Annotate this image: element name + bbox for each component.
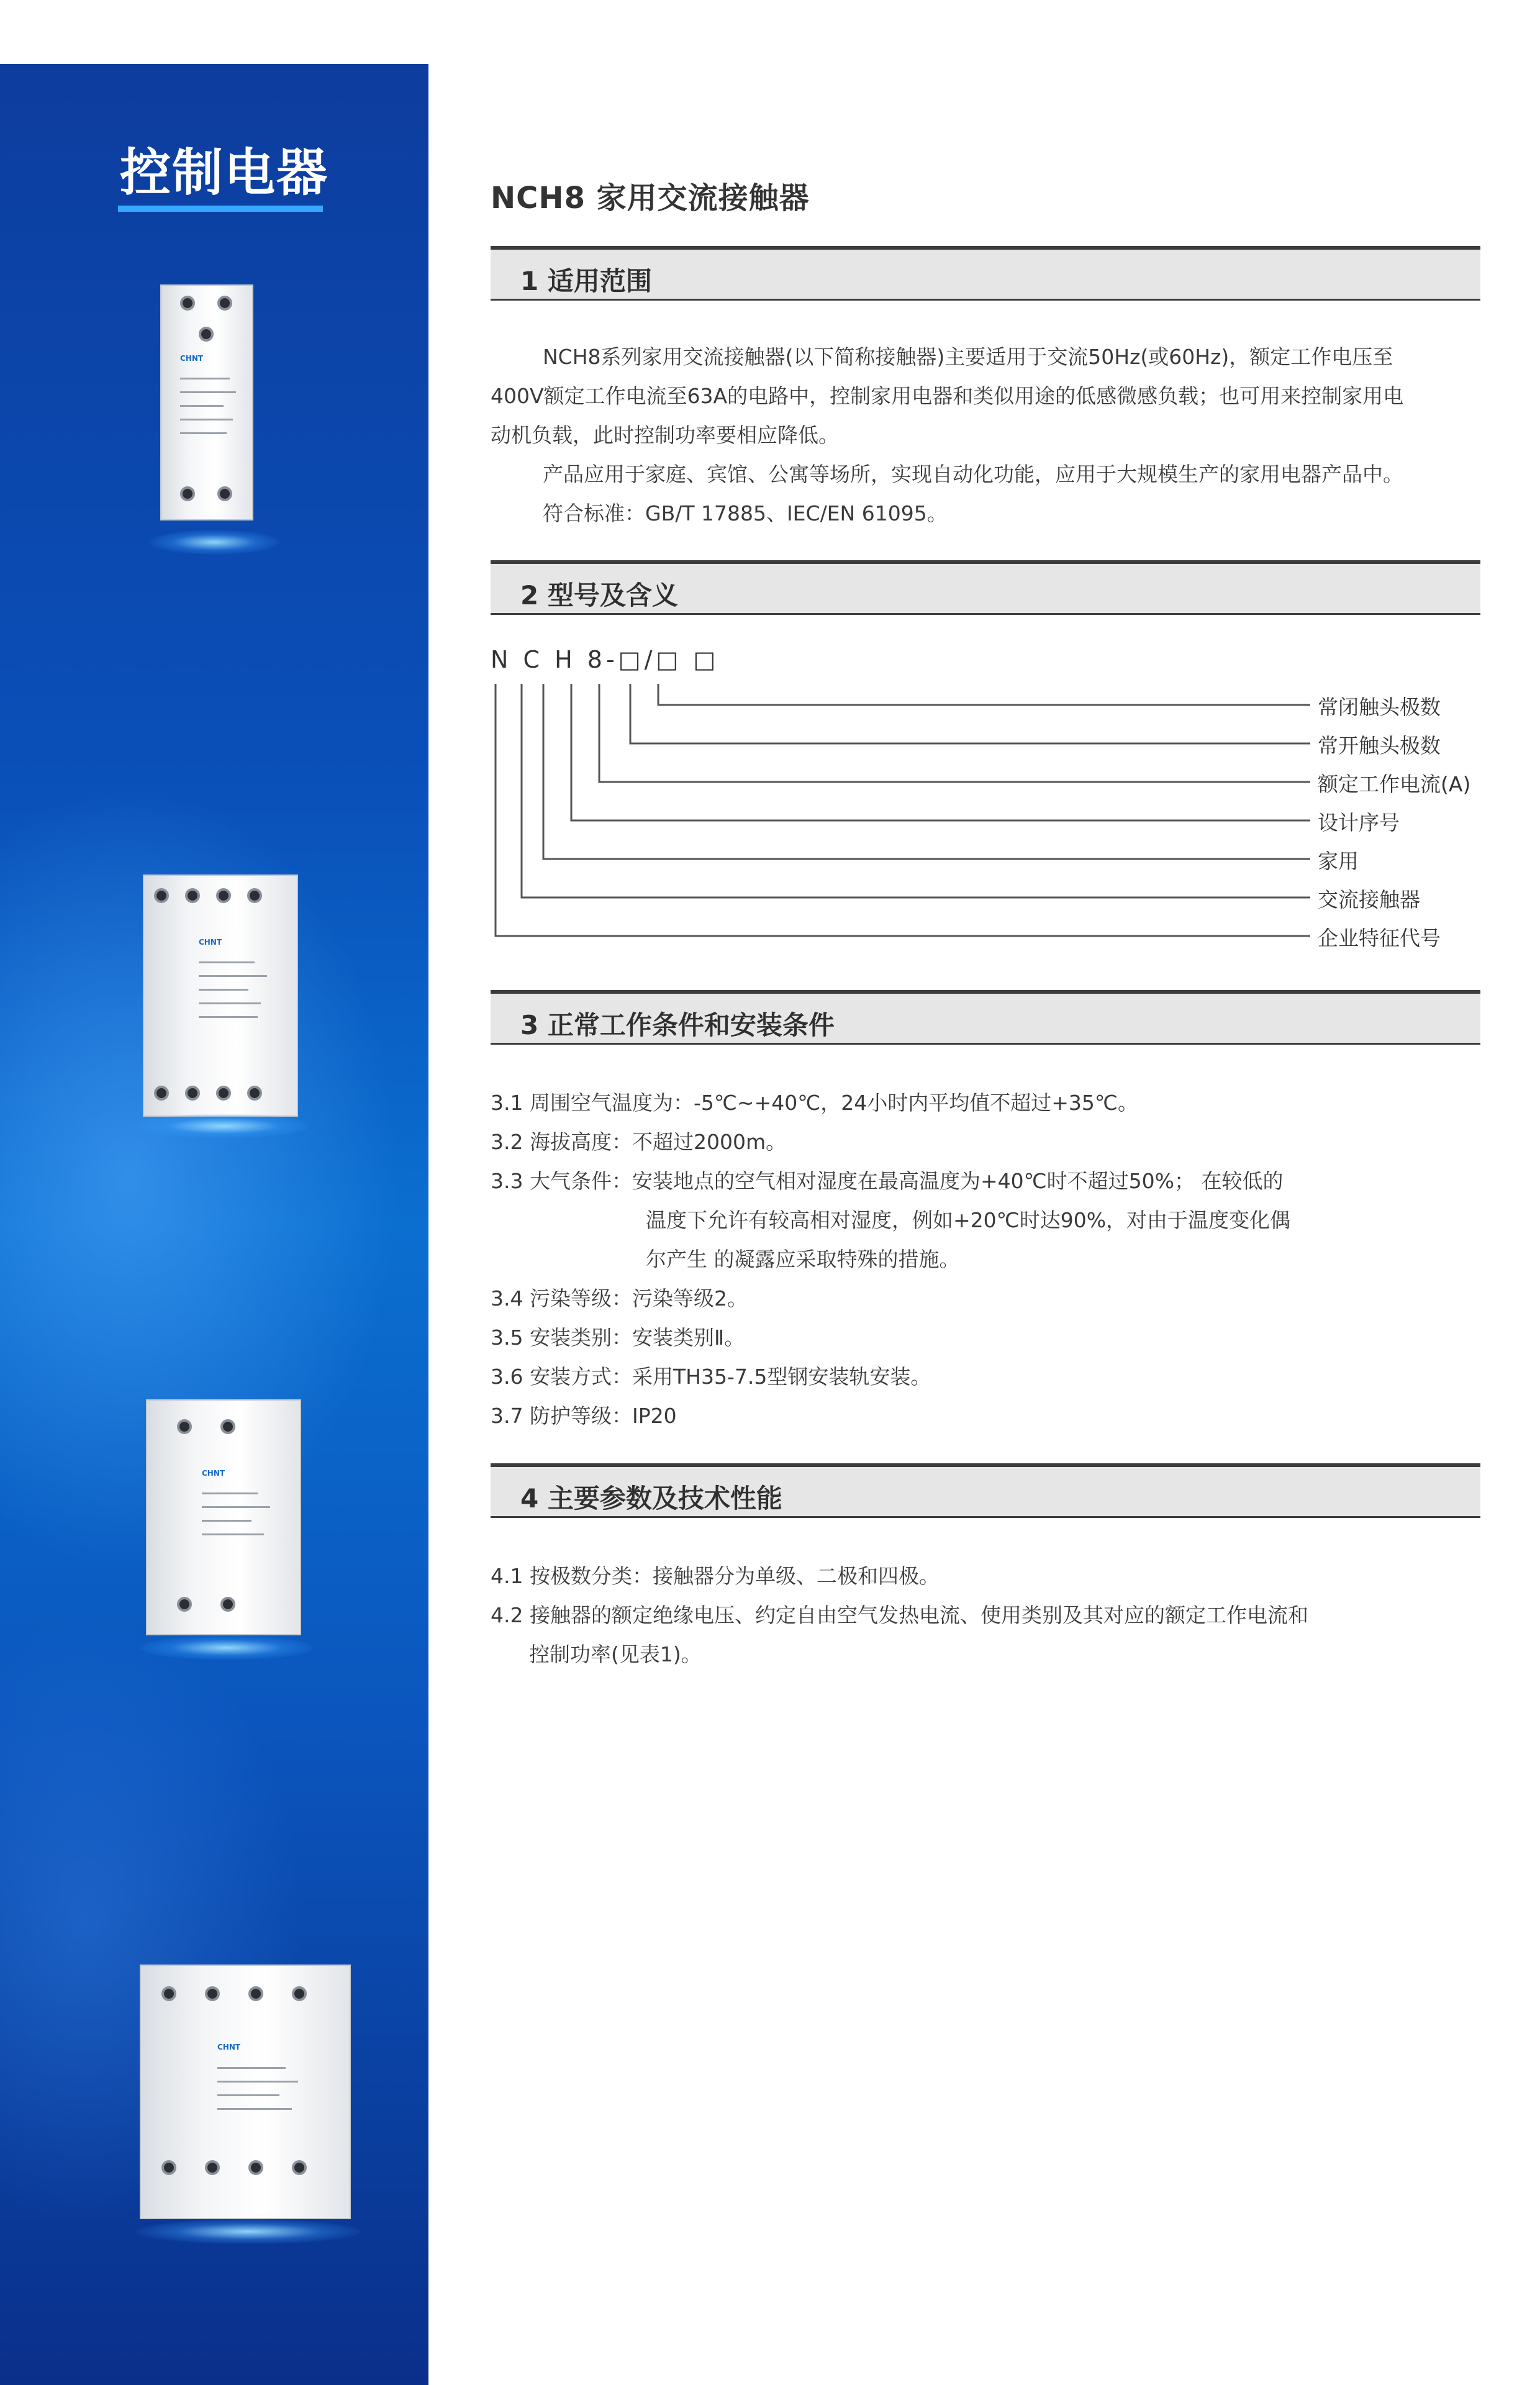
section-4-item-2-line-1: 4.2 接触器的额定绝缘电压、约定自由空气发热电流、使用类别及其对应的额定工作电流和 [491, 1603, 1308, 1627]
diagram-label-ac-contactor: 交流接触器 [1318, 888, 1420, 912]
section-3-item-3: 3.3 大气条件：安装地点的空气相对湿度在最高温度为+40℃时不超过50%； 在较低的 [491, 1169, 1284, 1193]
product-brand-4: CHNT [217, 2043, 241, 2051]
product-brand-1: CHNT [180, 354, 204, 363]
section-1-para-3: 符合标准：GB/T 17885、IEC/EN 61095。 [543, 501, 948, 525]
sidebar [0, 64, 428, 2385]
section-3-item-6: 3.6 安装方式：采用TH35-7.5型钢安装轨安装。 [491, 1365, 931, 1389]
section-4-item-1: 4.1 按极数分类：接触器分为单级、二极和四极。 [491, 1564, 940, 1588]
model-code-diagram [491, 674, 1323, 960]
document-title: NCH8 家用交流接触器 [491, 181, 810, 216]
section-1-para-1-line-2: 400V额定工作电流至63A的电路中，控制家用电器和类似用途的低感微感负载；也可用来控制家用电 [491, 384, 1404, 408]
section-3-item-5: 3.5 安装类别：安装类别Ⅱ。 [491, 1325, 745, 1350]
section-1-header [491, 246, 1480, 301]
diagram-label-company-code: 企业特征代号 [1318, 926, 1441, 950]
section-2-header [491, 560, 1480, 615]
section-1-para-1-line-3: 动机负载，此时控制功率要相应降低。 [491, 423, 839, 447]
diagram-label-rated-current: 额定工作电流(A) [1318, 772, 1471, 796]
diagram-label-household: 家用 [1318, 849, 1359, 873]
product-image-1 [149, 284, 273, 607]
diagram-label-nc-poles: 常闭触头极数 [1318, 695, 1441, 719]
section-1-body [491, 337, 1484, 533]
section-3-header [491, 990, 1480, 1045]
section-3-heading: 3 正常工作条件和安装条件 [520, 1010, 835, 1040]
section-4-header [491, 1463, 1480, 1518]
section-4-heading: 4 主要参数及技术性能 [520, 1483, 782, 1514]
product-image-3 [140, 1399, 307, 1666]
section-1-para-2: 产品应用于家庭、宾馆、公寓等场所，实现自动化功能，应用于大规模生产的家用电器产品中。 [543, 462, 1403, 486]
sidebar-title: 控制电器 [119, 143, 328, 202]
diagram-label-design-serial: 设计序号 [1318, 811, 1400, 835]
section-1-heading: 1 适用范围 [520, 266, 652, 296]
product-brand-2: CHNT [199, 938, 222, 947]
section-3-item-2: 3.2 海拔高度：不超过2000m。 [491, 1130, 787, 1154]
section-3-item-3-cont-2: 尔产生 的凝露应采取特殊的措施。 [646, 1247, 960, 1271]
section-1-para-1-line-1: NCH8系列家用交流接触器(以下简称接触器)主要适用于交流50Hz(或60Hz)，额定工作电压至 [543, 345, 1393, 369]
section-3-item-7: 3.7 防护等级：IP20 [491, 1404, 677, 1428]
model-code: N C H 8-□/□ □ [491, 646, 720, 673]
product-image-4 [137, 1965, 360, 2250]
section-2-heading: 2 型号及含义 [520, 580, 678, 611]
section-3-item-4: 3.4 污染等级：污染等级2。 [491, 1286, 748, 1311]
sidebar-title-underline [118, 206, 323, 212]
product-brand-3: CHNT [202, 1469, 225, 1478]
section-3-item-1: 3.1 周围空气温度为：-5℃~+40℃，24小时内平均值不超过+35℃。 [491, 1091, 1138, 1115]
section-3-item-3-cont-1: 温度下允许有较高相对湿度，例如+20℃时达90%，对由于温度变化偶 [646, 1208, 1291, 1232]
section-4-item-2-line-2: 控制功率(见表1)。 [529, 1642, 702, 1666]
diagram-label-no-poles: 常开触头极数 [1318, 734, 1441, 758]
product-image-2 [137, 874, 304, 1142]
